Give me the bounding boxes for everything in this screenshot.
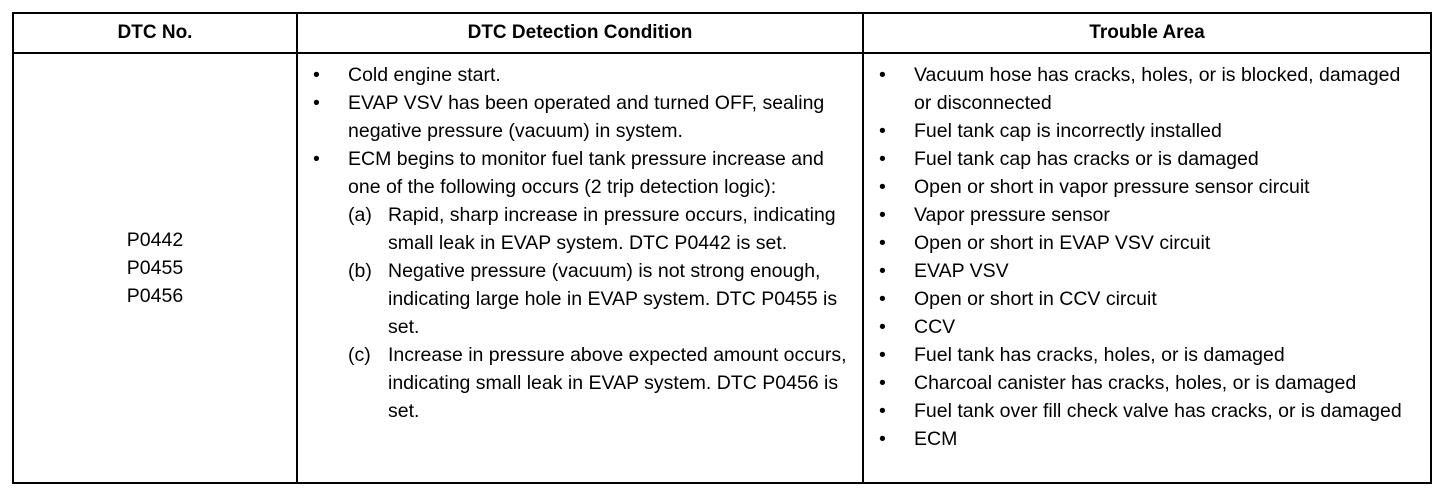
condition-text: EVAP VSV has been operated and turned OFF, sealing negative pressure (vacuum) in system. [348, 92, 825, 142]
condition-item [298, 145, 862, 425]
condition-list [298, 61, 862, 425]
trouble-area-item [864, 425, 1430, 453]
bullet-icon: • [879, 148, 886, 170]
condition-subitem [348, 201, 850, 257]
table-row [13, 53, 1431, 483]
trouble-area-item [864, 145, 1430, 173]
trouble-area-item [864, 397, 1430, 425]
trouble-area-text: Open or short in EVAP VSV circuit [914, 232, 1211, 254]
subitem-text: Negative pressure (vacuum) is not strong enough, indicating large hole in EVAP system. DTC P0455 is set. [388, 260, 838, 338]
bullet-icon: • [879, 316, 886, 338]
bullet-icon: • [879, 260, 886, 282]
trouble-area-item [864, 313, 1430, 341]
bullet-icon: • [879, 176, 886, 198]
trouble-area-item [864, 117, 1430, 145]
bullet-icon: • [313, 148, 320, 170]
dtc-table [12, 12, 1432, 484]
trouble-area-text: ECM [914, 428, 958, 450]
trouble-area-text: Vacuum hose has cracks, holes, or is blocked, damaged or disconnected [914, 64, 1401, 114]
trouble-area-item [864, 201, 1430, 229]
trouble-area-item [864, 61, 1430, 117]
condition-text: Cold engine start. [348, 64, 501, 86]
dtc-codes-cell [13, 53, 297, 483]
bullet-icon: • [313, 64, 320, 86]
subitem-text: Rapid, sharp increase in pressure occurs, indicating small leak in EVAP system. DTC P0442 is set. [388, 204, 836, 254]
detection-condition-cell [297, 53, 863, 483]
bullet-icon: • [879, 288, 886, 310]
trouble-area-item [864, 173, 1430, 201]
trouble-area-text: Charcoal canister has cracks, holes, or is damaged [914, 372, 1357, 394]
condition-subitem [348, 257, 850, 341]
trouble-area-text: CCV [914, 316, 956, 338]
trouble-area-text: Fuel tank cap is incorrectly installed [914, 120, 1222, 142]
condition-subitem [348, 341, 850, 425]
subitem-marker: (c) [348, 344, 371, 366]
condition-item [298, 61, 862, 89]
trouble-area-list [864, 61, 1430, 453]
trouble-area-item [864, 285, 1430, 313]
trouble-area-cell [863, 53, 1431, 483]
trouble-area-text: Fuel tank over fill check valve has cracks, or is damaged [914, 400, 1402, 422]
header-row [13, 13, 1431, 53]
dtc-code: P0442 [126, 229, 184, 251]
trouble-area-item [864, 369, 1430, 397]
header-dtc-no: DTC No. [13, 13, 297, 53]
bullet-icon: • [879, 120, 886, 142]
dtc-code: P0456 [126, 285, 184, 307]
bullet-icon: • [879, 428, 886, 450]
trouble-area-text: Open or short in vapor pressure sensor circuit [914, 176, 1310, 198]
trouble-area-text: EVAP VSV [914, 260, 1009, 282]
condition-item [298, 89, 862, 145]
subitem-marker: (b) [348, 260, 372, 282]
bullet-icon: • [879, 344, 886, 366]
trouble-area-text: Fuel tank cap has cracks or is damaged [914, 148, 1259, 170]
bullet-icon: • [879, 64, 886, 86]
trouble-area-item [864, 257, 1430, 285]
trouble-area-text: Open or short in CCV circuit [914, 288, 1157, 310]
condition-sublist [348, 201, 850, 425]
bullet-icon: • [313, 92, 320, 114]
dtc-code: P0455 [126, 257, 184, 279]
header-trouble-area: Trouble Area [863, 13, 1431, 53]
trouble-area-item [864, 341, 1430, 369]
trouble-area-text: Vapor pressure sensor [914, 204, 1110, 226]
trouble-area-text: Fuel tank has cracks, holes, or is damaged [914, 344, 1285, 366]
bullet-icon: • [879, 372, 886, 394]
bullet-icon: • [879, 400, 886, 422]
subitem-text: Increase in pressure above expected amount occurs, indicating small leak in EVAP system. DTC P0456 is set. [388, 344, 847, 422]
bullet-icon: • [879, 204, 886, 226]
subitem-marker: (a) [348, 204, 372, 226]
trouble-area-item [864, 229, 1430, 257]
header-detection-condition: DTC Detection Condition [297, 13, 863, 53]
bullet-icon: • [879, 232, 886, 254]
condition-text: ECM begins to monitor fuel tank pressure increase and one of the following occurs (2 trip detection logic): [348, 148, 824, 198]
